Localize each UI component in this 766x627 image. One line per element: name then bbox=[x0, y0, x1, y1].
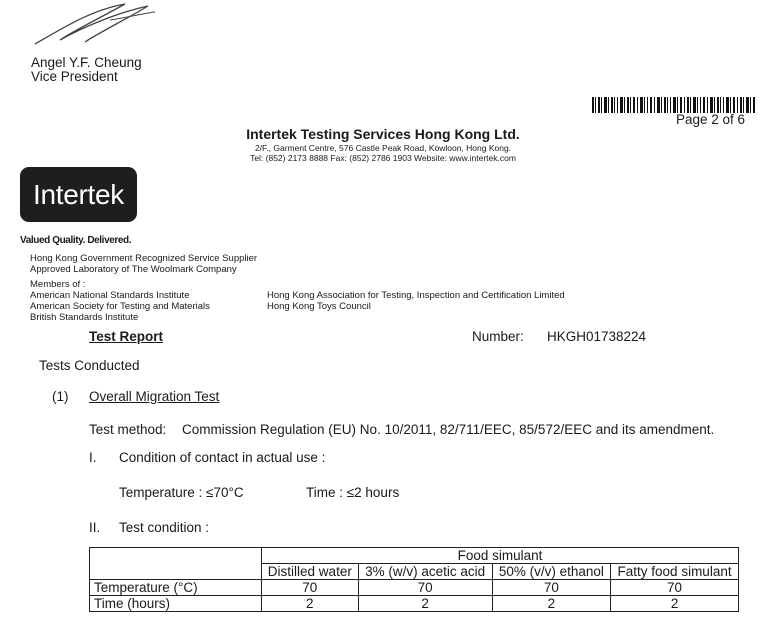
section-heading: Tests Conducted bbox=[39, 358, 140, 373]
member-item: American National Standards Institute bbox=[30, 290, 190, 301]
page-number: Page 2 of 6 bbox=[676, 112, 746, 127]
member-item: Hong Kong Association for Testing, Inspection and Certification Limited bbox=[267, 290, 565, 301]
column-header: Fatty food simulant bbox=[611, 564, 739, 580]
member-item: Hong Kong Toys Council bbox=[267, 301, 371, 312]
company-contact: Tel: (852) 2173 8888 Fax: (852) 2786 1903 Website: www.intertek.com bbox=[250, 153, 516, 163]
members-label: Members of : bbox=[30, 279, 86, 290]
test-index: (1) bbox=[52, 389, 69, 404]
column-header: Distilled water bbox=[262, 564, 359, 580]
table-cell: 70 bbox=[358, 580, 492, 596]
member-item: American Society for Testing and Materials bbox=[30, 301, 210, 312]
row-label: Time (hours) bbox=[90, 596, 262, 612]
member-item: British Standards Institute bbox=[30, 312, 139, 323]
test-name: Overall Migration Test bbox=[89, 389, 220, 404]
recognition-line: Approved Laboratory of The Woolmark Company bbox=[30, 264, 237, 275]
table-cell: 2 bbox=[262, 596, 359, 612]
table-header-row bbox=[90, 564, 739, 580]
intertek-logo: Intertek bbox=[20, 167, 137, 222]
row-label: Temperature (°C) bbox=[90, 580, 262, 596]
table-cell: 2 bbox=[611, 596, 739, 612]
table-corner-cell bbox=[90, 548, 262, 564]
method-label: Test method: bbox=[89, 422, 167, 437]
table-row bbox=[90, 580, 739, 596]
signatory-name: Angel Y.F. Cheung bbox=[31, 55, 142, 70]
item-number: I. bbox=[89, 450, 97, 465]
method-text: Commission Regulation (EU) No. 10/2011, 82/711/EEC, 85/572/EEC and its amendment. bbox=[182, 422, 715, 437]
signature-image bbox=[30, 0, 160, 52]
report-number: HKGH01738224 bbox=[547, 329, 647, 344]
temperature-condition: Temperature : ≤70°C bbox=[119, 485, 244, 500]
time-condition: Time : ≤2 hours bbox=[306, 485, 400, 500]
company-name: Intertek Testing Services Hong Kong Ltd. bbox=[246, 126, 520, 142]
table-row bbox=[90, 596, 739, 612]
item-text: Condition of contact in actual use : bbox=[119, 450, 326, 465]
table-cell: 2 bbox=[358, 596, 492, 612]
signatory-title: Vice President bbox=[31, 69, 118, 84]
group-header: Food simulant bbox=[262, 548, 739, 564]
table-cell: 2 bbox=[492, 596, 610, 612]
report-title: Test Report bbox=[89, 329, 164, 344]
item-text: Test condition : bbox=[119, 520, 210, 535]
item-number: II. bbox=[89, 520, 101, 535]
table-cell: 70 bbox=[611, 580, 739, 596]
table-corner-cell bbox=[90, 564, 262, 580]
column-header: 50% (v/v) ethanol bbox=[492, 564, 610, 580]
recognition-line: Hong Kong Government Recognized Service Supplier bbox=[30, 253, 258, 264]
company-address: 2/F., Garment Centre, 576 Castle Peak Road, Kowloon, Hong Kong. bbox=[254, 143, 512, 153]
barcode-image bbox=[592, 97, 756, 113]
table-header-row bbox=[90, 548, 739, 564]
test-condition-table bbox=[89, 547, 739, 612]
table-cell: 70 bbox=[262, 580, 359, 596]
report-number-label: Number: bbox=[472, 329, 524, 344]
table-cell: 70 bbox=[492, 580, 610, 596]
logo-tagline: Valued Quality. Delivered. bbox=[20, 235, 132, 246]
column-header: 3% (w/v) acetic acid bbox=[358, 564, 492, 580]
